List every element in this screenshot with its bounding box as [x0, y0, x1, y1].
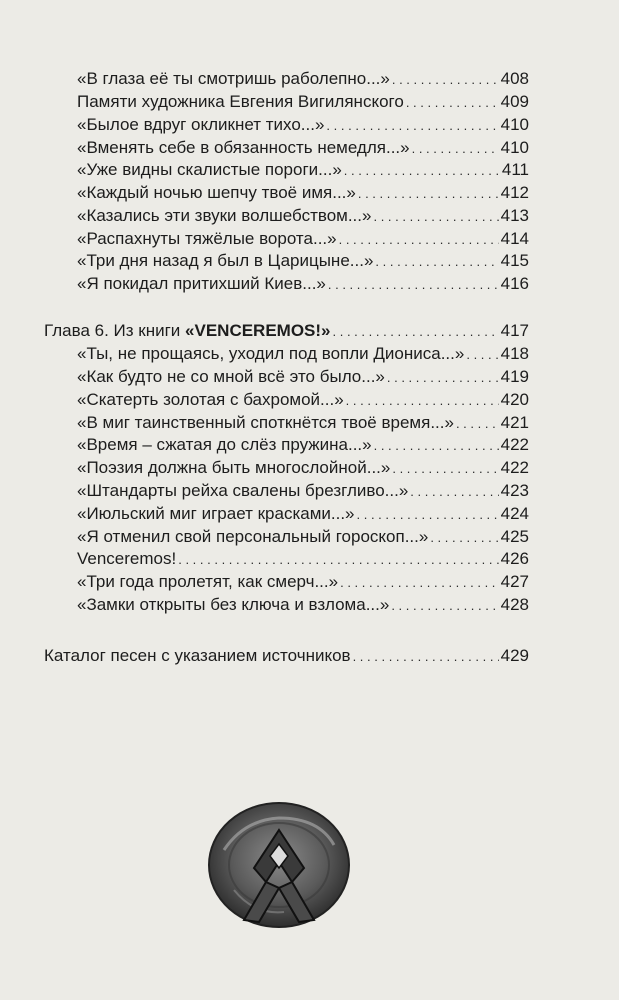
leader-dots	[387, 367, 499, 389]
knot-emblem-icon	[204, 790, 354, 940]
toc-entry[interactable]	[77, 412, 529, 434]
leader-dots	[328, 274, 499, 296]
leader-dots	[466, 344, 498, 366]
toc-entry-title: «Время – сжатая до слёз пружина...»	[77, 435, 372, 454]
toc-entry-title: «Уже видны скалистые пороги...»	[77, 160, 342, 179]
toc-entry[interactable]	[77, 91, 529, 113]
toc-entry-title: «Три года пролетят, как смерч...»	[77, 572, 339, 591]
toc-entry-title: «Замки открыты без ключа и взлома...»	[77, 595, 390, 614]
toc-entry-page: 412	[500, 183, 529, 202]
toc-entry[interactable]	[77, 68, 529, 90]
toc-entry-page: 416	[500, 274, 529, 293]
toc-entry-title: «Три дня назад я был в Царицыне...»	[77, 251, 374, 270]
chapter-book-name: «VENCEREMOS!»	[185, 321, 331, 340]
toc-entry[interactable]	[77, 434, 529, 456]
toc-entry[interactable]	[77, 343, 529, 365]
toc-entry-title: «Июльский миг играет красками...»	[77, 504, 355, 523]
toc-entry[interactable]	[77, 228, 529, 250]
toc-chapter-6[interactable]	[44, 320, 529, 342]
toc-entry-page: 418	[500, 344, 529, 363]
leader-dots	[406, 92, 499, 114]
toc-entry[interactable]	[77, 571, 529, 593]
leader-dots	[430, 527, 498, 549]
toc-entry[interactable]	[77, 137, 529, 159]
toc-entry-title: «Поэзия должна быть многослойной...»	[77, 458, 391, 477]
toc-entry[interactable]	[77, 457, 529, 479]
leader-dots	[410, 481, 498, 503]
leader-dots	[346, 390, 499, 412]
toc-entry-page: 408	[500, 69, 529, 88]
toc-entry-page: 419	[500, 367, 529, 386]
leader-dots	[353, 646, 499, 668]
toc-entry-page: 414	[500, 229, 529, 248]
leader-dots	[333, 321, 499, 343]
toc-entry[interactable]	[77, 182, 529, 204]
toc-entry-title: «Ты, не прощаясь, уходил под вопли Диониса...»	[77, 344, 465, 363]
leader-dots	[339, 229, 499, 251]
toc-entry-page: 415	[500, 251, 529, 270]
toc-entry-title: «Каждый ночью шепчу твоё имя...»	[77, 183, 356, 202]
toc-entry-page: 427	[500, 572, 529, 591]
leader-dots	[178, 549, 498, 571]
toc-entry-title: «В миг таинственный споткнётся твоё время...»	[77, 413, 454, 432]
leader-dots	[373, 206, 498, 228]
leader-dots	[392, 69, 499, 91]
leader-dots	[358, 183, 499, 205]
toc-entry-page: 417	[500, 321, 529, 340]
toc-entry[interactable]	[77, 114, 529, 136]
toc-entry-title: «Штандарты рейха свалены брезгливо...»	[77, 481, 409, 500]
toc-entry-title: «Я отменил свой персональный гороскоп...»	[77, 527, 429, 546]
chapter-title	[44, 320, 331, 342]
toc-entry-page: 410	[500, 138, 529, 157]
leader-dots	[375, 251, 498, 273]
toc-entry[interactable]	[77, 480, 529, 502]
toc-entry[interactable]	[77, 273, 529, 295]
toc-entry[interactable]	[77, 548, 529, 570]
toc-entry[interactable]	[77, 526, 529, 548]
toc-entry-title: «Как будто не со мной всё это было...»	[77, 367, 385, 386]
leader-dots	[357, 504, 499, 526]
toc-entry-page: 420	[500, 390, 529, 409]
toc-entry[interactable]	[77, 159, 529, 181]
toc-entry-page: 426	[500, 549, 529, 568]
leader-dots	[456, 413, 499, 435]
toc-entry-page: 413	[500, 206, 529, 225]
toc-entry-title: Памяти художника Евгения Вигилянского	[77, 92, 404, 111]
toc-entry-title: «Вменять себе в обязанность немедля...»	[77, 138, 410, 157]
toc-entry-page: 424	[500, 504, 529, 523]
toc-entry-title: «Скатерть золотая с бахромой...»	[77, 390, 344, 409]
toc-entry[interactable]	[77, 503, 529, 525]
toc-entry-page: 429	[500, 646, 529, 665]
toc-catalog[interactable]	[44, 645, 529, 667]
toc-entry-page: 422	[500, 458, 529, 477]
chapter-prefix: Глава 6. Из книги	[44, 321, 186, 340]
toc-entry-title: «Я покидал притихший Киев...»	[77, 274, 326, 293]
toc-entry[interactable]	[77, 205, 529, 227]
toc-entry[interactable]	[77, 250, 529, 272]
toc-entry-page: 409	[500, 92, 529, 111]
leader-dots	[374, 435, 499, 457]
toc-entry-title: Venceremos!	[77, 549, 177, 568]
toc-entry-title: «Былое вдруг окликнет тихо...»	[77, 115, 325, 134]
toc-entry-page: 421	[500, 413, 529, 432]
toc-entry-title: «Казались эти звуки волшебством...»	[77, 206, 372, 225]
toc-entry-title: «В глаза её ты смотришь раболепно...»	[77, 69, 390, 88]
toc-entry-page: 410	[500, 115, 529, 134]
toc-entry[interactable]	[77, 389, 529, 411]
leader-dots	[392, 458, 498, 480]
leader-dots	[412, 138, 499, 160]
leader-dots	[344, 160, 500, 182]
toc-entry[interactable]	[77, 594, 529, 616]
toc-entry-page: 411	[501, 160, 529, 179]
toc-entry-page: 425	[500, 527, 529, 546]
toc-entry-title: «Распахнуты тяжёлые ворота...»	[77, 229, 337, 248]
leader-dots	[391, 595, 498, 617]
leader-dots	[326, 115, 498, 137]
toc-entry-page: 428	[500, 595, 529, 614]
toc-entry[interactable]	[77, 366, 529, 388]
toc-entry-page: 423	[500, 481, 529, 500]
leader-dots	[340, 572, 499, 594]
toc-entry-page: 422	[500, 435, 529, 454]
toc-entry-title: Каталог песен с указанием источников	[44, 646, 351, 665]
